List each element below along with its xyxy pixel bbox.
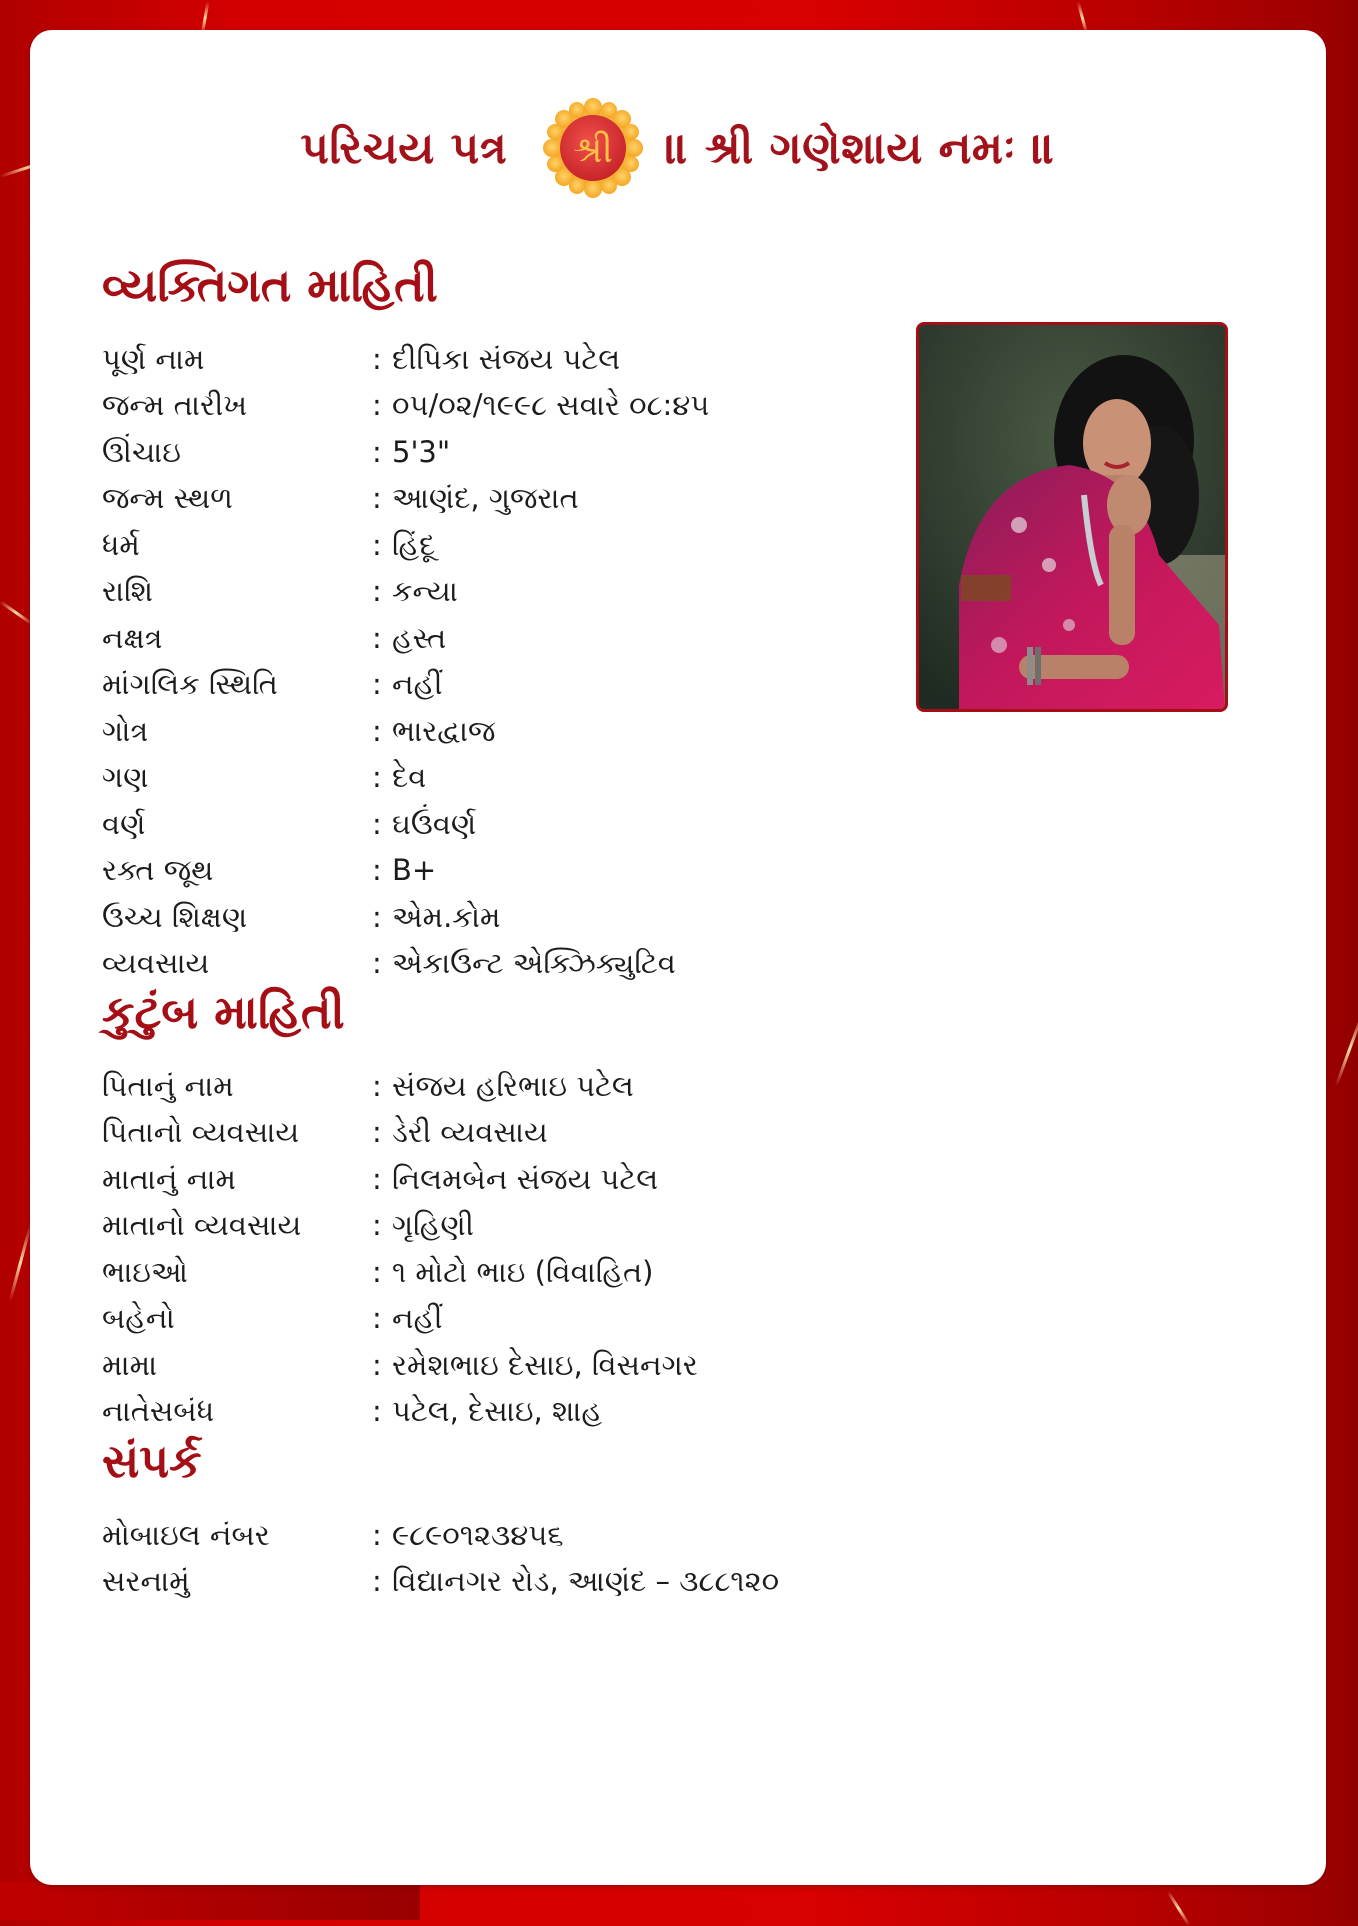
row-value: ૦૫/૦૨/૧૯૯૮ સવારે ૦૮:૪૫ [392,388,710,422]
row-colon: : [372,435,382,469]
row-colon: : [372,388,382,422]
row-colon: : [372,1255,382,1289]
row-colon: : [372,528,382,562]
row-label: નક્ષત્ર [102,621,163,655]
row-value: હિંદૂ [392,528,436,562]
info-row [102,1063,862,1109]
background-streak [1167,1891,1191,1926]
info-row [102,615,862,661]
row-colon: : [372,621,382,655]
row-colon: : [372,1518,382,1552]
row-label: જન્મ તારીખ [102,388,248,422]
info-row [102,382,862,428]
row-label: સરનામું [102,1564,190,1598]
row-label: ઉચ્ચ શિક્ષણ [102,900,248,934]
row-value: રમેશભાઇ દેસાઇ, વિસનગર [392,1348,698,1382]
row-colon: : [372,946,382,980]
row-label: મામા [102,1348,158,1382]
info-row [102,1156,862,1202]
row-colon: : [372,1208,382,1242]
row-colon: : [372,667,382,701]
row-value: આણંદ, ગુજરાત [392,481,579,515]
row-value: ૯૮૯૦૧૨૩૪૫૬ [392,1518,564,1552]
row-value: B+ [392,853,437,887]
background-streak [9,1224,33,1302]
info-row [102,475,862,521]
row-label: મોબાઇલ નંબર [102,1518,270,1552]
portrait-image-icon [919,325,1225,709]
row-label: ગોત્ર [102,714,149,748]
row-label: બહેનો [102,1301,175,1335]
info-row [102,940,862,986]
row-value: દેવ [392,760,427,794]
row-label: માતાનું નામ [102,1162,236,1196]
row-label: નાતેસબંધ [102,1394,215,1428]
profile-photo [916,322,1228,712]
row-colon: : [372,574,382,608]
row-colon: : [372,1162,382,1196]
info-row [102,336,862,382]
row-value: ૧ મોટો ભાઇ (વિવાહિત) [392,1255,654,1289]
row-label: વર્ણ [102,807,146,841]
row-label: પિતાનું નામ [102,1069,234,1103]
row-label: માંગલિક સ્થિતિ [102,667,278,701]
row-label: ભાઇઓ [102,1255,188,1289]
biodata-title: પરિચય પત્ર [300,122,508,174]
row-value: ડેરી વ્યવસાય [392,1115,548,1149]
row-colon: : [372,1394,382,1428]
row-value: સંજય હરિભાઇ પટેલ [392,1069,634,1103]
row-value: પટેલ, દેસાઇ, શાહ [392,1394,603,1428]
info-row [102,429,862,475]
row-label: ગણ [102,760,149,794]
row-value: ભારદ્વાજ [392,714,496,748]
info-row [102,1109,862,1155]
section-heading-contact: સંપર્ક [102,1434,202,1488]
row-colon: : [372,481,382,515]
info-row [102,661,862,707]
info-row [102,1202,862,1248]
info-row [102,754,862,800]
info-row [102,1342,862,1388]
row-label: જન્મ સ્થળ [102,481,233,515]
row-value: ઘઉંવર્ણ [392,807,477,841]
row-label: માતાનો વ્યવસાય [102,1208,302,1242]
info-row [102,801,862,847]
row-label: પૂર્ણ નામ [102,342,205,376]
row-colon: : [372,900,382,934]
info-row [102,1512,862,1558]
info-row [102,1388,862,1434]
biodata-card [30,30,1326,1885]
info-row [102,1295,862,1341]
background-dark-bottom-left [0,1882,420,1920]
row-colon: : [372,1564,382,1598]
invocation-title: ॥ શ્રી ગણેશાય નમઃ ॥ [665,122,1056,174]
row-label: રક્ત જૂથ [102,853,214,887]
row-value: હસ્ત [392,621,447,655]
row-label: ઊંચાઇ [102,435,181,469]
row-colon: : [372,1069,382,1103]
shri-emblem-icon [543,98,643,198]
info-row [102,847,862,893]
row-colon: : [372,807,382,841]
background-streak [0,600,34,625]
info-row [102,568,862,614]
row-colon: : [372,1115,382,1149]
section-heading-personal: વ્યક્તિગત માહિતી [102,258,438,312]
row-value: એકાઉન્ટ એક્ઝિક્યુટિવ [392,946,676,980]
info-row [102,1249,862,1295]
info-row [102,708,862,754]
row-value: એમ.કોમ [392,900,501,934]
row-colon: : [372,1301,382,1335]
row-value: દીપિકા સંજય પટેલ [392,342,621,376]
row-colon: : [372,342,382,376]
emblem-text: શ્રી [573,130,614,171]
row-value: ગૃહિણી [392,1208,474,1242]
row-value: વિદ્યાનગર રોડ, આણંદ – ૩૮૮૧૨૦ [392,1564,780,1598]
row-value: 5'3" [392,435,451,469]
row-colon: : [372,760,382,794]
row-label: વ્યવસાય [102,946,210,980]
row-colon: : [372,1348,382,1382]
row-colon: : [372,853,382,887]
row-label: પિતાનો વ્યવસાય [102,1115,300,1149]
row-value: કન્યા [392,574,458,608]
info-row [102,894,862,940]
header [30,98,1326,198]
row-label: ધર્મ [102,528,140,562]
row-value: નહીં [392,667,443,701]
info-row [102,522,862,568]
row-value: નહીં [392,1301,443,1335]
section-heading-family: કુટુંબ માહિતી [102,985,345,1039]
row-label: રાશિ [102,574,154,608]
row-value: નિલમબેન સંજય પટેલ [392,1162,659,1196]
row-colon: : [372,714,382,748]
info-row [102,1558,862,1604]
